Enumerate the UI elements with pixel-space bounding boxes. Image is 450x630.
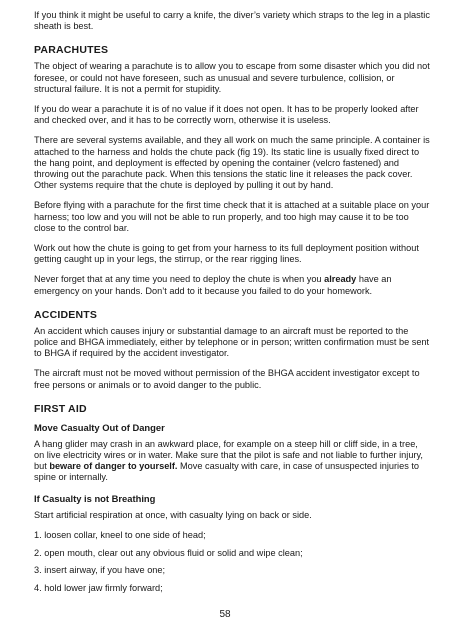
text-span: Move casualty with care, in case of unsuspected injuries to spine or internally.: [34, 461, 420, 483]
parachutes-paragraph-4: Before flying with a parachute for the first time check that it is attached at a suitable place on your harness; too low and you will not be able to run properly, and too high may cause it to be too close to the control bar.: [34, 200, 430, 233]
not-breathing-subheading: If Casualty is not Breathing: [34, 492, 156, 504]
first-aid-heading: FIRST AID: [34, 402, 87, 415]
artificial-respiration-paragraph: Start artificial respiration at once, with casualty lying on back or side.: [34, 509, 312, 520]
move-casualty-paragraph: [34, 439, 430, 484]
text-span: Never forget that at any time you need to deploy the chute is when you: [34, 274, 325, 285]
accidents-heading: ACCIDENTS: [34, 308, 98, 321]
list-item: 4. hold lower jaw firmly forward;: [34, 583, 163, 593]
accidents-paragraph-1: An accident which causes injury or substantial damage to an aircraft must be reported to the police and BHGA immediately, either by telephone or in person; written confirmation must be sent to BHGA if required by the accident investigator.: [34, 325, 430, 359]
page-number: 58: [219, 609, 231, 620]
list-item: 1. loosen collar, kneel to one side of head;: [34, 529, 206, 540]
parachutes-paragraph-5: Work out how the chute is going to get from your harness to its full deployment position without getting caught up in your legs, the stirrup, or the rear rigging lines.: [34, 243, 419, 265]
emphasis-beware: beware of danger to yourself.: [49, 461, 178, 472]
emphasis-already: already: [324, 274, 357, 285]
knife-paragraph: If you think it might be useful to carry a knife, the diver’s variety which straps to the leg in a plastic sheath is best.: [34, 10, 430, 32]
parachutes-paragraph-1: The object of wearing a parachute is to allow you to escape from some disaster which you did not foresee, or could not have foreseen, such as unusual and severe turbulence, collision, or structural failure. It is not a permit for stupidity.: [34, 61, 430, 94]
text-span: A hang glider may crash in an awkward place, for example on a steep hill or cliff side, in a tree, on live electricity wires or in water. Make sure that the pilot is safe and not liable to further injury, but: [34, 438, 423, 472]
text-span: have an emergency on your hands. Don’t add to it because you failed to do your homework.: [34, 274, 392, 296]
move-casualty-subheading: Move Casualty Out of Danger: [34, 421, 165, 433]
accidents-paragraph-2: The aircraft must not be moved without permission of the BHGA accident investigator except to free persons or animals or to avoid danger to the public.: [34, 368, 420, 390]
parachutes-heading: PARACHUTES: [34, 44, 109, 57]
parachutes-paragraph-6: [34, 274, 430, 296]
parachutes-paragraph-3: There are several systems available, and they all work on much the same principle. A container is attached to the harness and holds the chute pack (fig 19). Its static line is usually fixed direct to the hang point, and deployment is effected by opening the container (velcro fastened) and throwing out the parachute pack. When this tensions the static line it releases the pack cover. Other systems require that the chute is deployed by pulling it out by hand.: [34, 135, 430, 191]
parachutes-paragraph-2: If you do wear a parachute it is of no value if it does not open. It has to be properly looked after and checked over, and it has to be correctly worn, otherwise it is useless.: [34, 104, 419, 126]
list-item: 2. open mouth, clear out any obvious fluid or solid and wipe clean;: [34, 547, 303, 558]
respiration-steps-list: [34, 530, 430, 594]
list-item: 3. insert airway, if you have one;: [34, 565, 166, 576]
